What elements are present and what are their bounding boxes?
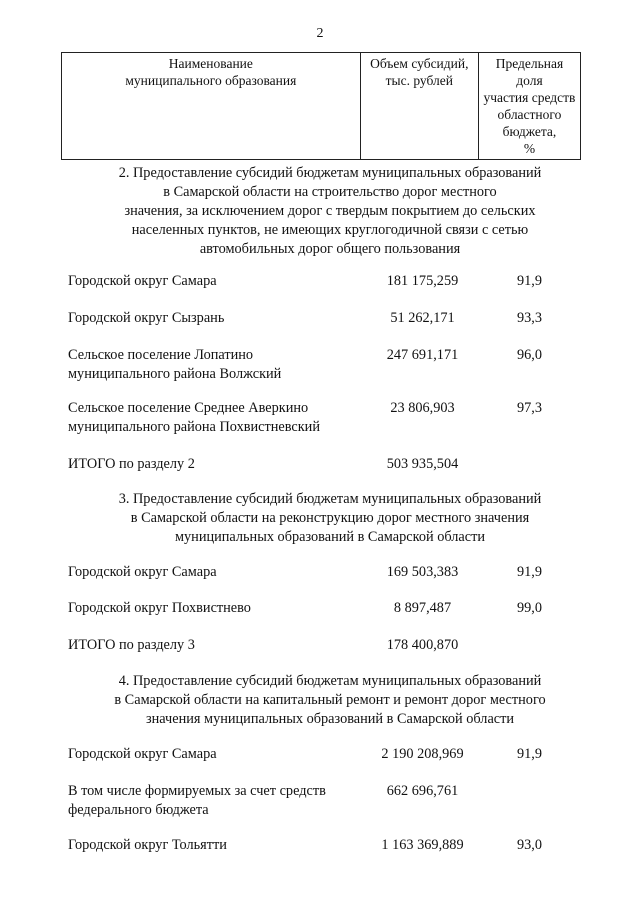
header-municipality-label: Наименование муниципального образования <box>125 56 297 88</box>
row-pct: 93,3 <box>516 310 542 326</box>
row-name: Сельское поселение Среднее Аверкино муниципального района Похвистневский <box>68 400 320 435</box>
row-name: ИТОГО по разделу 3 <box>68 637 195 653</box>
header-municipality <box>62 53 361 160</box>
row-amount: 1 163 369,889 <box>381 837 464 853</box>
section-2-title: 2. Предоставление субсидий бюджетам муниципальных образований в Самарской области на строительство дорог местного значения, за исключением дорог с твердым покрытием до сельских населенных пунктов, не имеющих круглогодичной связи с сетью автомобильных дорог общего пользования <box>118 165 542 257</box>
table-header <box>61 52 581 160</box>
row-pct: 97,3 <box>516 400 542 416</box>
section-3-title: 3. Предоставление субсидий бюджетам муниципальных образований в Самарской области на реконструкцию дорог местного значения муниципальных образований в Самарской области <box>118 491 542 545</box>
row-name: Городской округ Самара <box>68 273 217 289</box>
row-pct: 93,0 <box>516 837 542 853</box>
row-name: В том числе формируемых за счет средств федерального бюджета <box>68 783 326 818</box>
row-amount: 2 190 208,969 <box>381 746 464 762</box>
row-name: Городской округ Сызрань <box>68 310 225 326</box>
row-pct: 91,9 <box>516 746 542 762</box>
row-name: Сельское поселение Лопатино муниципального района Волжский <box>68 347 282 382</box>
row-pct: 91,9 <box>516 273 542 289</box>
row-name: Городской округ Самара <box>68 564 217 580</box>
row-amount: 181 175,259 <box>386 273 459 289</box>
header-budget-share <box>478 53 580 160</box>
page-number: 2 <box>316 26 324 41</box>
row-amount: 662 696,761 <box>386 783 459 799</box>
row-name: Городской округ Похвистнево <box>68 600 251 616</box>
row-name: Городской округ Тольятти <box>68 837 227 853</box>
row-pct: 99,0 <box>516 600 542 616</box>
row-amount: 247 691,171 <box>386 347 459 363</box>
row-amount: 51 262,171 <box>390 310 455 326</box>
header-budget-share-label: Предельная доля участия средств областного бюджета, % <box>483 56 576 156</box>
row-pct: 96,0 <box>516 347 542 363</box>
row-pct: 91,9 <box>516 564 542 580</box>
section-4-title: 4. Предоставление субсидий бюджетам муниципальных образований в Самарской области на капитальный ремонт и ремонт дорог местного значения муниципальных образований в Самарской области <box>114 673 546 727</box>
row-amount: 8 897,487 <box>393 600 452 616</box>
row-amount: 503 935,504 <box>386 456 459 472</box>
row-amount: 178 400,870 <box>386 637 459 653</box>
row-name: Городской округ Самара <box>68 746 217 762</box>
row-amount: 23 806,903 <box>390 400 455 416</box>
row-amount: 169 503,383 <box>386 564 459 580</box>
header-subsidy-volume-label: Объем субсидий, тыс. рублей <box>370 56 469 88</box>
header-subsidy-volume <box>360 53 478 160</box>
row-name: ИТОГО по разделу 2 <box>68 456 195 472</box>
